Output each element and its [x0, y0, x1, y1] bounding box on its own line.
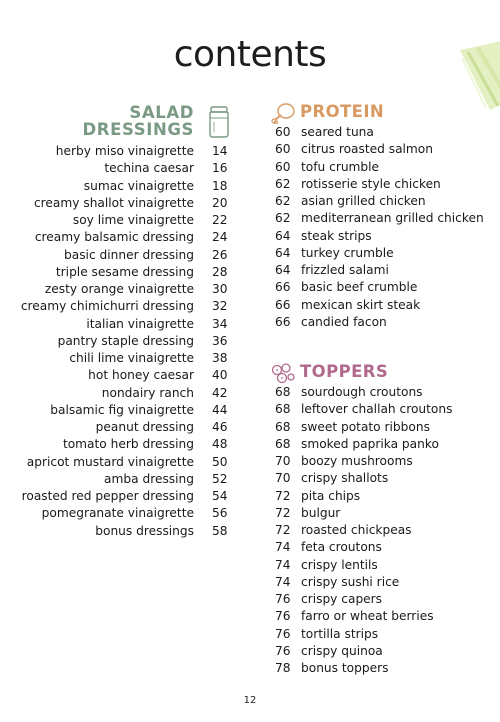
item-name: bonus dressings: [95, 523, 194, 538]
salad-dressings-heading: [83, 104, 194, 138]
salad-dressings-list: [0, 143, 240, 540]
list-item[interactable]: [0, 333, 240, 350]
item-page: 28: [212, 264, 228, 279]
list-item[interactable]: [0, 212, 240, 229]
protein-heading: PROTEIN: [300, 102, 385, 121]
item-page: 74: [275, 540, 291, 555]
item-name: tortilla strips: [301, 626, 379, 641]
item-page: 62: [275, 194, 291, 208]
list-item[interactable]: [0, 264, 240, 281]
item-name: mexican skirt steak: [301, 297, 421, 312]
item-name: pantry staple dressing: [57, 333, 194, 348]
item-name: italian vinaigrette: [86, 316, 194, 331]
list-item[interactable]: [275, 159, 500, 176]
toppers-list: [275, 384, 500, 677]
page-number: 12: [243, 695, 257, 706]
item-name: crispy sushi rice: [301, 574, 400, 589]
list-item[interactable]: [275, 643, 500, 660]
item-name: citrus roasted salmon: [301, 142, 433, 157]
list-item[interactable]: [275, 436, 500, 453]
list-item[interactable]: [275, 176, 500, 193]
list-item[interactable]: [0, 350, 240, 367]
item-page: 72: [275, 488, 291, 503]
item-name: pomegranate vinaigrette: [41, 506, 194, 521]
list-item[interactable]: [275, 470, 500, 487]
item-page: 76: [275, 592, 291, 606]
list-item[interactable]: [0, 178, 240, 195]
item-name: sumac vinaigrette: [83, 178, 194, 193]
list-item[interactable]: [0, 436, 240, 453]
list-item[interactable]: [0, 488, 240, 505]
item-page: 14: [212, 144, 228, 158]
page-title: contents: [173, 34, 327, 75]
item-name: crispy capers: [301, 592, 383, 606]
list-item[interactable]: [275, 522, 500, 539]
item-name: basic dinner dressing: [64, 247, 194, 262]
item-page: 22: [212, 213, 228, 227]
item-page: 24: [212, 230, 228, 245]
item-name: bonus toppers: [301, 661, 389, 675]
list-item[interactable]: [275, 314, 500, 331]
list-item[interactable]: [0, 523, 240, 540]
list-item[interactable]: [275, 539, 500, 556]
item-page: 68: [275, 385, 291, 399]
list-item[interactable]: [275, 453, 500, 470]
list-item[interactable]: [0, 419, 240, 436]
item-page: 36: [212, 333, 228, 348]
drumstick-icon: [270, 102, 296, 124]
item-page: 76: [275, 626, 291, 641]
item-name: candied facon: [301, 314, 387, 329]
list-item[interactable]: [0, 367, 240, 384]
item-page: 68: [275, 419, 291, 434]
item-name: nondairy ranch: [101, 385, 194, 400]
celery-icon: [446, 40, 500, 110]
item-name: mediterranean grilled chicken: [301, 211, 484, 226]
item-page: 74: [275, 574, 291, 589]
list-item[interactable]: [275, 505, 500, 522]
item-page: 58: [212, 523, 228, 538]
item-name: frizzled salami: [301, 263, 389, 277]
list-item[interactable]: [0, 160, 240, 177]
list-item[interactable]: [275, 419, 500, 436]
list-item[interactable]: [275, 608, 500, 625]
item-page: 60: [275, 142, 291, 157]
list-item[interactable]: [275, 210, 500, 227]
list-item[interactable]: [275, 626, 500, 643]
item-name: zesty orange vinaigrette: [44, 282, 194, 296]
item-page: 50: [212, 454, 228, 469]
item-page: 70: [275, 471, 291, 486]
item-name: soy lime vinaigrette: [72, 213, 194, 227]
item-page: 76: [275, 643, 291, 658]
item-name: steak strips: [301, 228, 372, 243]
list-item[interactable]: [0, 316, 240, 333]
item-page: 66: [275, 314, 291, 329]
item-name: herby miso vinaigrette: [55, 144, 194, 158]
item-page: 32: [212, 299, 228, 314]
item-name: leftover challah croutons: [301, 402, 453, 417]
list-item[interactable]: [0, 298, 240, 315]
item-page: 60: [275, 125, 291, 139]
salad-heading-line1: SALAD: [129, 103, 194, 122]
item-name: chili lime vinaigrette: [69, 351, 194, 365]
item-page: 62: [275, 211, 291, 226]
list-item[interactable]: [275, 228, 500, 245]
item-name: roasted red pepper dressing: [21, 489, 194, 503]
item-page: 20: [212, 195, 228, 210]
item-page: 34: [212, 316, 228, 331]
item-page: 30: [212, 282, 228, 296]
list-item[interactable]: [275, 384, 500, 401]
item-page: 48: [212, 437, 228, 452]
list-item[interactable]: [275, 488, 500, 505]
list-item[interactable]: [275, 279, 500, 296]
item-name: balsamic fig vinaigrette: [50, 402, 194, 417]
item-name: hot honey caesar: [88, 368, 194, 383]
item-name: peanut dressing: [95, 420, 194, 434]
item-page: 72: [275, 523, 291, 537]
item-page: 72: [275, 505, 291, 520]
item-page: 74: [275, 557, 291, 572]
item-page: 68: [275, 436, 291, 451]
list-item[interactable]: [0, 281, 240, 298]
item-page: 68: [275, 402, 291, 417]
item-page: 66: [275, 297, 291, 312]
item-name: roasted chickpeas: [301, 523, 412, 537]
item-name: creamy balsamic dressing: [34, 230, 194, 245]
item-page: 62: [275, 176, 291, 191]
item-page: 76: [275, 609, 291, 624]
item-name: creamy chimichurri dressing: [20, 299, 194, 314]
item-name: sweet potato ribbons: [301, 419, 430, 434]
item-page: 18: [212, 178, 228, 193]
item-name: creamy shallot vinaigrette: [33, 195, 194, 210]
list-item[interactable]: [0, 471, 240, 488]
list-item[interactable]: [275, 193, 500, 210]
list-item[interactable]: [275, 591, 500, 608]
list-item[interactable]: [275, 401, 500, 418]
item-name: rotisserie style chicken: [301, 176, 441, 191]
item-name: pita chips: [301, 488, 361, 503]
item-page: 52: [212, 471, 228, 486]
list-item[interactable]: [0, 402, 240, 419]
list-item[interactable]: [0, 247, 240, 264]
list-item[interactable]: [275, 574, 500, 591]
list-item[interactable]: [275, 124, 500, 141]
berries-icon: [270, 361, 296, 385]
item-name: turkey crumble: [301, 245, 394, 260]
item-page: 26: [212, 247, 228, 262]
toppers-heading: TOPPERS: [300, 362, 389, 381]
item-name: farro or wheat berries: [301, 609, 434, 624]
item-page: 38: [212, 351, 228, 365]
item-name: feta croutons: [301, 540, 382, 555]
list-item[interactable]: [275, 141, 500, 158]
item-name: triple sesame dressing: [55, 264, 194, 279]
item-page: 70: [275, 454, 291, 468]
item-name: crispy quinoa: [301, 643, 383, 658]
item-name: tofu crumble: [301, 159, 380, 174]
item-page: 64: [275, 263, 291, 277]
list-item[interactable]: [275, 297, 500, 314]
item-page: 64: [275, 228, 291, 243]
list-item[interactable]: [275, 557, 500, 574]
jar-icon: [207, 106, 231, 138]
item-name: crispy shallots: [301, 471, 389, 486]
protein-list: [275, 124, 500, 331]
list-item[interactable]: [0, 143, 240, 160]
item-name: boozy mushrooms: [301, 454, 413, 468]
item-page: 56: [212, 506, 228, 521]
item-page: 44: [212, 402, 228, 417]
list-item[interactable]: [275, 262, 500, 279]
list-item[interactable]: [0, 505, 240, 522]
item-name: apricot mustard vinaigrette: [26, 454, 194, 469]
list-item[interactable]: [0, 195, 240, 212]
item-page: 60: [275, 159, 291, 174]
item-name: tomato herb dressing: [62, 437, 194, 452]
list-item[interactable]: [0, 385, 240, 402]
list-item[interactable]: [0, 454, 240, 471]
item-page: 66: [275, 280, 291, 295]
item-name: seared tuna: [301, 125, 374, 139]
item-page: 46: [212, 420, 228, 434]
list-item[interactable]: [275, 245, 500, 262]
list-item[interactable]: [275, 660, 500, 677]
item-name: bulgur: [301, 505, 341, 520]
item-page: 64: [275, 245, 291, 260]
item-page: 42: [212, 385, 228, 400]
list-item[interactable]: [0, 229, 240, 246]
item-name: crispy lentils: [301, 557, 378, 572]
item-name: techina caesar: [104, 161, 194, 176]
item-name: sourdough croutons: [301, 385, 423, 399]
item-name: smoked paprika panko: [301, 436, 439, 451]
item-name: basic beef crumble: [301, 280, 418, 295]
item-page: 78: [275, 661, 291, 675]
item-page: 54: [212, 489, 228, 503]
item-page: 16: [212, 161, 228, 176]
item-name: asian grilled chicken: [301, 194, 426, 208]
salad-heading-line2: DRESSINGS: [82, 120, 194, 139]
item-page: 40: [212, 368, 228, 383]
item-name: amba dressing: [104, 471, 194, 486]
